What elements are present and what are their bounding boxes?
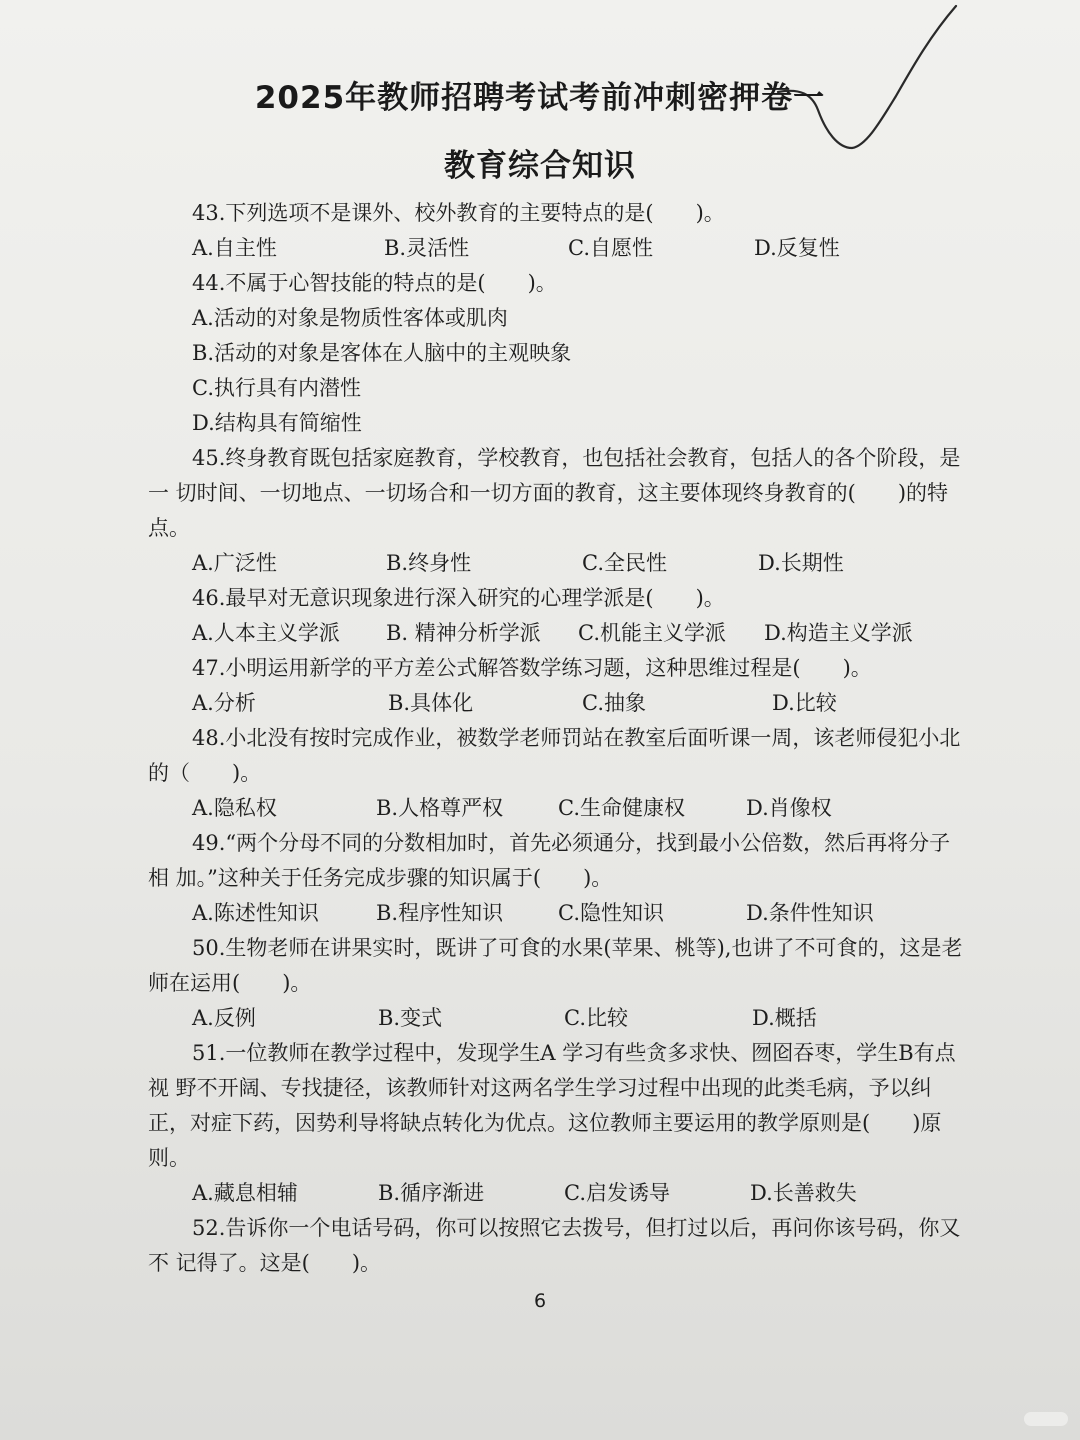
option-d: D.比较 [772,691,837,715]
option-b: B.程序性知识 [376,901,504,925]
option-a: A.分析 [192,691,256,715]
question-48 [148,721,963,826]
option-b: B.人格尊严权 [376,796,504,820]
question-43 [148,196,963,266]
question-51 [148,1036,963,1211]
option-row [148,896,963,931]
question-stem: 50.生物老师在讲果实时，既讲了可食的水果(苹果、桃等),也讲了不可食的，这是老 师在运用( )。 [148,936,963,995]
option-c: C.抽象 [582,691,646,715]
option-d: D.条件性知识 [746,901,874,925]
option-d: D.长善救失 [750,1181,857,1205]
option-a: A.广泛性 [192,551,277,575]
watermark-badge [1024,1412,1068,1426]
question-52 [148,1211,963,1281]
option-row [148,231,963,266]
option-c: C.生命健康权 [558,796,685,820]
question-46 [148,581,963,651]
question-49 [148,826,963,931]
option-c: C.比较 [564,1006,628,1030]
option-a: A.陈述性知识 [192,901,319,925]
option-b: B. 精神分析学派 [386,621,541,645]
option-a: A.藏息相辅 [192,1181,298,1205]
question-45 [148,441,963,581]
page-title: 2025年教师招聘考试考前冲刺密押卷一 [254,80,826,116]
option-a: A.反例 [192,1006,256,1030]
option-row [148,1001,963,1036]
option-b: B.循序渐进 [378,1181,485,1205]
option-row [148,791,963,826]
option-row [148,686,963,721]
option-b: B.变式 [378,1006,443,1030]
question-stem: 47.小明运用新学的平方差公式解答数学练习题，这种思维过程是( )。 [192,656,872,680]
option-b: B.灵活性 [384,236,470,260]
question-list [148,196,963,1281]
question-stem: 48.小北没有按时完成作业，被数学老师罚站在教室后面听课一周，该老师侵犯小北的（ )。 [148,726,961,785]
option-d: D.概括 [752,1006,817,1030]
option-d: D.肖像权 [746,796,832,820]
question-stem: 51.一位教师在教学过程中，发现学生A 学习有些贪多求快、囫囵吞枣，学生B有点视 野不开阔、专找捷径，该教师针对这两名学生学习过程中出现的此类毛病，予以纠正，对症下药，因势利导将缺点转化为优点。这位教师主要运用的教学原则是( )原则。 [148,1041,956,1170]
option-b: B.具体化 [388,691,474,715]
question-stem: 44.不属于心智技能的特点的是( )。 [192,271,557,295]
option-a: A.自主性 [192,236,277,260]
option-c: C.机能主义学派 [578,621,726,645]
question-stem: 43.下列选项不是课外、校外教育的主要特点的是( )。 [192,201,725,225]
option-d: D.结构具有简缩性 [192,411,362,435]
option-b: B.活动的对象是客体在人脑中的主观映象 [192,341,572,365]
option-row [148,546,963,581]
question-stem: 46.最早对无意识现象进行深入研究的心理学派是( )。 [192,586,725,610]
option-c: C.全民性 [582,551,667,575]
question-stem: 49.“两个分母不同的分数相加时，首先必须通分，找到最小公倍数，然后再将分子相 加。”这种关于任务完成步骤的知识属于( )。 [148,831,951,890]
option-c: C.启发诱导 [564,1181,670,1205]
option-a: A.隐私权 [192,796,277,820]
option-c: C.自愿性 [568,236,653,260]
question-44 [148,266,963,441]
question-50 [148,931,963,1036]
option-d: D.长期性 [758,551,844,575]
option-d: D.构造主义学派 [764,621,913,645]
option-b: B.终身性 [386,551,472,575]
page-number: 6 [533,1290,547,1312]
option-a: A.活动的对象是物质性客体或肌肉 [192,306,508,330]
question-stem: 45.终身教育既包括家庭教育，学校教育，也包括社会教育，包括人的各个阶段，是一 切时间、一切地点、一切场合和一切方面的教育，这主要体现终身教育的( )的特点。 [148,446,961,540]
option-c: C.隐性知识 [558,901,664,925]
question-47 [148,651,963,721]
option-row [148,1176,963,1211]
option-a: A.人本主义学派 [192,621,340,645]
option-row [148,616,963,651]
question-stem: 52.告诉你一个电话号码，你可以按照它去拨号，但打过以后，再问你该号码，你又不 记得了。这是( )。 [148,1216,961,1275]
option-d: D.反复性 [754,236,840,260]
page-subtitle: 教育综合知识 [444,148,636,184]
option-c: C.执行具有内潜性 [192,376,361,400]
